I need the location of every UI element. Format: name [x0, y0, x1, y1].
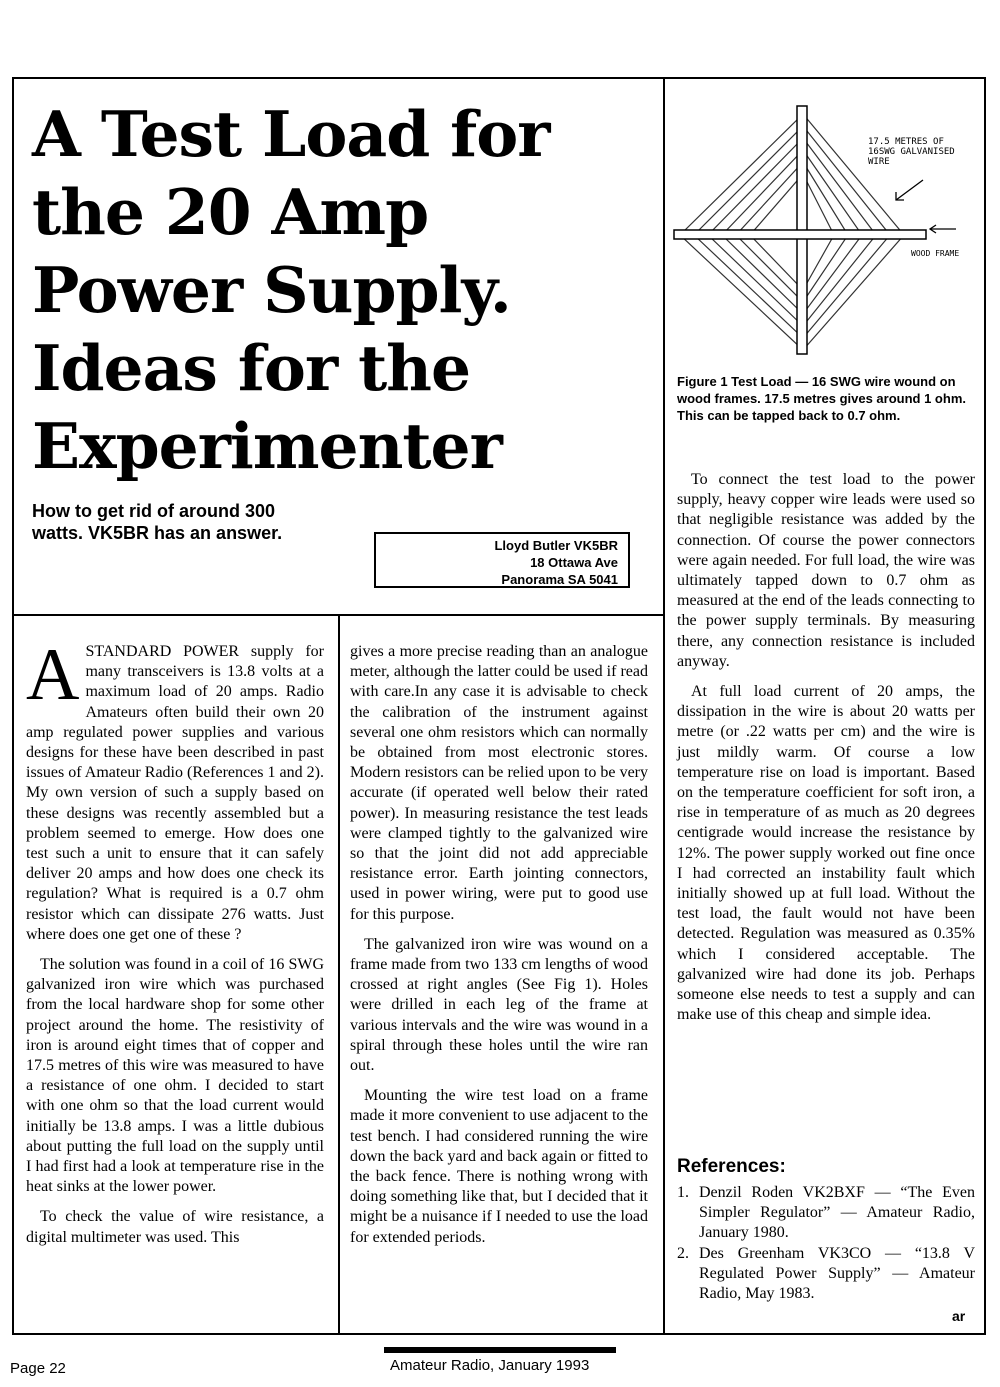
- column-1: [26, 634, 324, 1258]
- end-mark: ar: [952, 1308, 966, 1324]
- col3-paragraph-1: To connect the test load to the power supply, heavy copper wire leads were used so that negligible resistance was added by the connection. Of course the power connectors were again needed. For full load, the wire was ultimately tapped down to 0.7 ohm as measured at the end of the leads connecting to the power supply terminals. By measuring there, any connection resistance is included anyway.: [677, 471, 975, 670]
- reference-item: [677, 1183, 975, 1244]
- column-2: [350, 642, 648, 1258]
- column-divider: [338, 614, 340, 1335]
- figure-test-load-diagram: [668, 88, 986, 368]
- title-line-4: Ideas for the: [32, 331, 471, 405]
- references-heading: References:: [677, 1156, 786, 1177]
- column-3: [677, 470, 975, 1035]
- col2-paragraph-1: gives a more precise reading than an analogue meter, although the latter could be used if read with care.In any case it is advisable to check the calibration of the instrument against several one ohm resistors which can normally be obtained from most electronic stores. Modern resistors can be relied upon to be very accurate (if operated well below their rated power). In measuring resistance the test leads were clamped tightly to the galvanized wire so that the joint did not add appreciable resistance error. Earth jointing connectors, used in power wiring, were put to good use for this purpose.: [350, 643, 648, 923]
- title-line-3: Power Supply.: [32, 253, 511, 327]
- drop-cap: A: [26, 634, 80, 716]
- author-city: Panorama SA 5041: [501, 572, 618, 587]
- col1-paragraph-1-text: STANDARD POWER supply for many transceivers is 13.8 volts at a maximum load of 20 amps. Radio Amateurs often build their own 20 amp regulated power supplies and various designs for these have been described in past issues of Amateur Radio (References 1 and 2). My own version of such a supply based on these designs was recently assembled but a problem seemed to emerge. How does one test such a unit to ensure that it can safely deliver 20 amps and how does one check its regulation? What is required is a 0.7 ohm resistor which can dissipate 276 watts. Just where does one get one of these ?: [26, 643, 324, 943]
- col3-paragraph-2: At full load current of 20 amps, the dissipation in the wire is about 20 watts per metre (or .22 watts per cm) and the wire is just mildly warm. Of course a low temperature rise on load is important. Based on the temperature coefficient for soft iron, a rise in temperature of as much as 20 degrees centigrade would increase the resistance by 12%. The power supply worked out fine once I had corrected an instability fault which initially showed up at full load. Without the test load, the fault would not have been detected. Regulation was measured as 0.35% which I considered acceptable. The galvanized wire had done its job. Perhaps someone else needs to test a supply and can make use of this cheap and simple idea.: [677, 683, 975, 1024]
- article-title: [32, 95, 652, 485]
- author-address-box: [374, 532, 630, 588]
- article-subtitle: [32, 500, 362, 544]
- col1-paragraph-3: To check the value of wire resistance, a digital multimeter was used. This: [26, 1208, 324, 1246]
- title-line-1: A Test Load for: [32, 97, 550, 171]
- col1-paragraph-2: The solution was found in a coil of 16 SWG galvanized iron wire which was purchased from the local hardware shop for some other project around the home. The resistivity of iron is around eight times that of copper and 17.5 metres of this wire was measured to have a resistance of one ohm. I decided to start with one ohm so that the load current would initially be 13.8 amps. I was a little dubious about putting the full load on the supply until I had first had a look at temperature rise in the heat sinks at the lower power.: [26, 956, 324, 1196]
- subtitle-line-2: watts. VK5BR has an answer.: [32, 523, 283, 543]
- figure-label-frame: WOOD FRAME: [911, 249, 960, 258]
- author-street: 18 Ottawa Ave: [530, 555, 618, 570]
- reference-item: [677, 1244, 975, 1305]
- figure-caption: Figure 1 Test Load — 16 SWG wire wound on wood frames. 17.5 metres gives around 1 ohm. This can be tapped back to 0.7 ohm.: [677, 374, 966, 423]
- figure-label-wire-1: 17.5 METRES OF: [868, 137, 944, 147]
- references-list: [677, 1183, 975, 1304]
- col1-paragraph-1: [26, 634, 324, 945]
- page-number: Page 22: [10, 1360, 66, 1377]
- col2-paragraph-2: The galvanized iron wire was wound on a frame made from two 133 cm lengths of wood crossed at right angles (See Fig 1). Holes were drilled in each leg of the frame at various intervals and the wire was wound in a spiral through these holes until the wire ran out.: [350, 935, 648, 1075]
- reference-number: 1.: [677, 1184, 689, 1201]
- reference-text: Des Greenham VK3CO — “13.8 V Regulated Power Supply” — Amateur Radio, May 1983.: [699, 1244, 975, 1303]
- title-line-2: the 20 Amp: [32, 175, 429, 249]
- footer-rule: [384, 1347, 616, 1353]
- col2-paragraph-3: Mounting the wire test load on a frame made it more convenient to use adjacent to the test bench. I had considered running the wire down the back yard and back again or fitted to the back fence. There is nothing wrong with doing something like that, but I decided that it might be a nuisance if I needed to use the load for extended periods.: [350, 1087, 648, 1246]
- author-name: Lloyd Butler VK5BR: [494, 538, 618, 553]
- figure-label-wire-2: 16SWG GALVANISED: [868, 147, 955, 157]
- subtitle-line-1: How to get rid of around 300: [32, 501, 276, 521]
- figure-label-wire-3: WIRE: [868, 157, 890, 167]
- publication-footer: Amateur Radio, January 1993: [390, 1357, 590, 1374]
- reference-number: 2.: [677, 1244, 689, 1262]
- reference-text: Denzil Roden VK2BXF — “The Even Simpler Regulator” — Amateur Radio, January 1980.: [699, 1184, 975, 1242]
- header-divider-vertical: [663, 77, 665, 1335]
- title-line-5: Experimenter: [32, 409, 502, 483]
